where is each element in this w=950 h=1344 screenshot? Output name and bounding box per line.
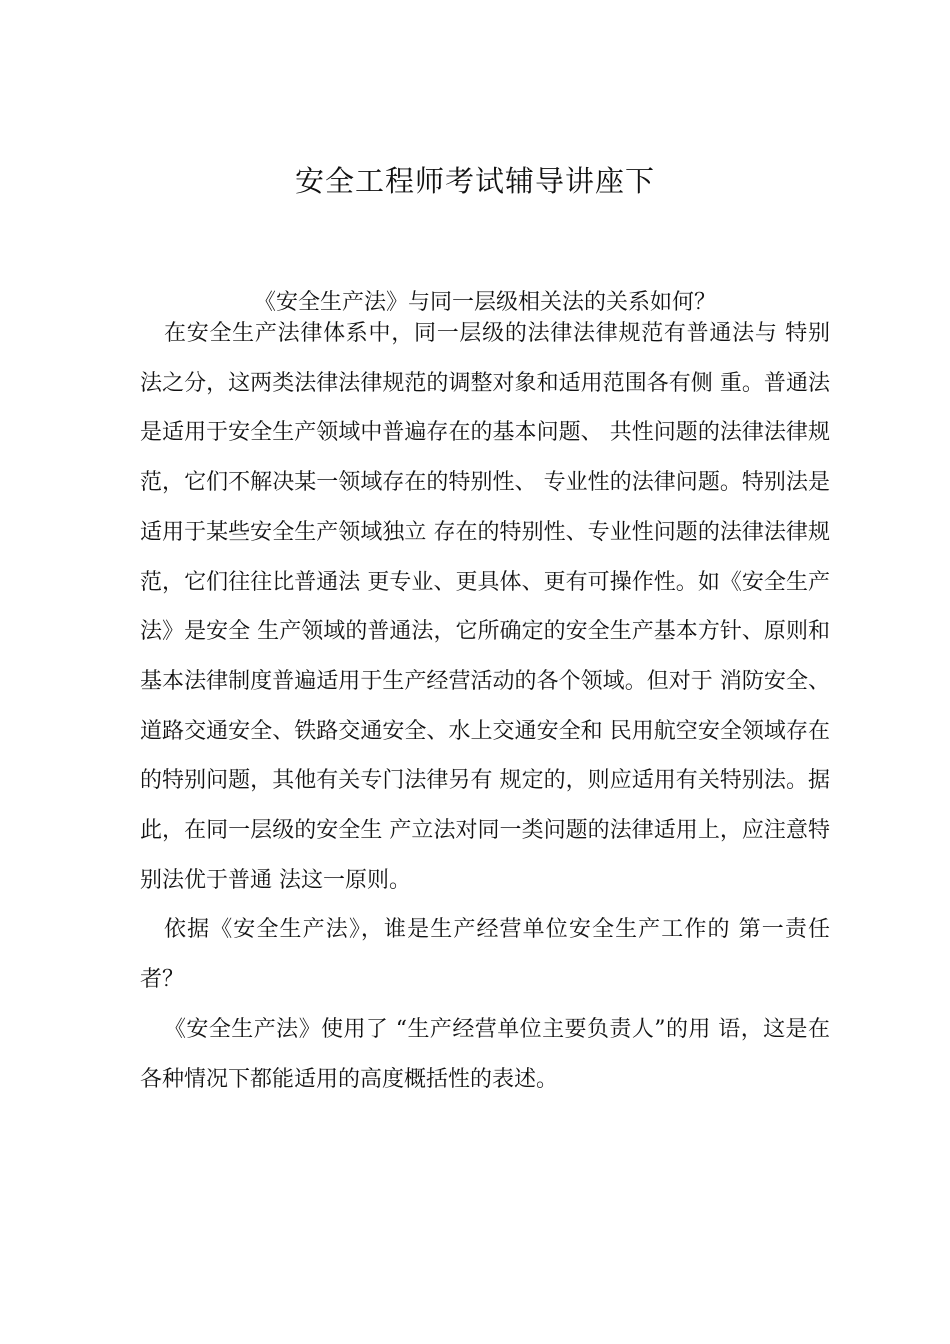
body-paragraph-question: 依据《安全生产法》，谁是生产经营单位安全生产工作的 第一责任者？ [140, 917, 830, 993]
document-title: 安全工程师考试辅导讲座下 [294, 164, 655, 198]
document-body [140, 309, 830, 1104]
section-question-heading: 《安全生产法》与同一层级相关法的关系如何？ [253, 290, 716, 315]
body-paragraph: 在安全生产法律体系中，同一层级的法律法律规范有普通法与 特别法之分，这两类法律法律规范的调整对象和适用范围各有侧 重。普通法是适用于安全生产领域中普遍存在的基本问题、 共性问题的法律法律规范，它们不解决某一领域存在的特别性、 专业性的法律问题。特别法是适用于某些安全生产领域独立 存在的特别性、专业性问题的法律法律规范，它们往往比普通法 更专业、更具体、更有可操作性。如《安全生产法》是安全 生产领域的普通法，它所确定的安全生产基本方针、原则和 基本法律制度普遍适用于生产经营活动的各个领域。但对于 消防安全、道路交通安全、铁路交通安全、水上交通安全和 民用航空安全领域存在的特别问题，其他有关专门法律另有 规定的，则应适用有关特别法。据此，在同一层级的安全生 产立法对同一类问题的法律适用上，应注意特别法优于普通 法这一原则。 [140, 321, 830, 893]
body-paragraph-answer: 《安全生产法》使用了 “生产经营单位主要负责人”的用 语，这是在各种情况下都能适用的高度概括性的表述。 [140, 1016, 830, 1092]
